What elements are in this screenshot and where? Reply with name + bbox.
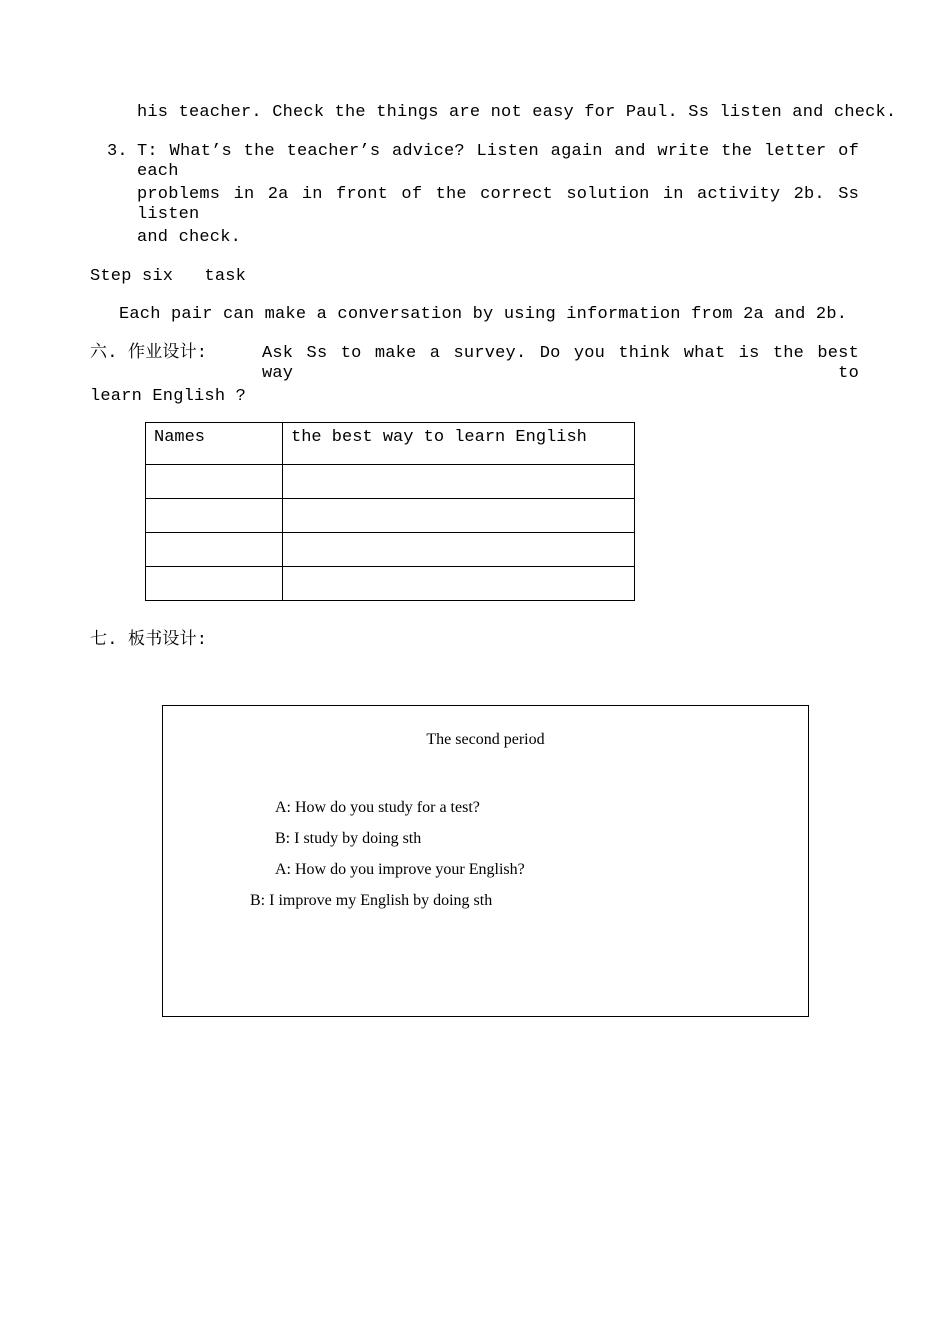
- procedure-item3-line3: and check.: [137, 228, 242, 247]
- table-cell: [283, 465, 635, 499]
- procedure-item3-line1: T: What’s the teacher’s advice? Listen again and write the letter of each: [137, 142, 859, 181]
- list-number: 3.: [107, 142, 128, 161]
- board-line: A: How do you improve your English?: [275, 861, 525, 878]
- table-cell: [283, 533, 635, 567]
- table-cell: [283, 499, 635, 533]
- table-row: [146, 533, 635, 567]
- board-line: A: How do you study for a test?: [275, 799, 480, 816]
- homework-text-line2: learn English ?: [90, 387, 247, 406]
- board-line: B: I improve my English by doing sth: [250, 892, 493, 909]
- board-title: The second period: [426, 731, 545, 748]
- board-box: [162, 705, 809, 1017]
- homework-heading: 六. 作业设计:: [90, 344, 208, 363]
- procedure-item3-line2: problems in 2a in front of the correct solution in activity 2b. Ss listen: [137, 185, 859, 224]
- board-line: B: I study by doing sth: [275, 830, 422, 847]
- table-header-row: [146, 423, 635, 465]
- board-design-heading: 七. 板书设计:: [90, 631, 208, 650]
- table-cell: [146, 533, 283, 567]
- homework-text-line1: Ask Ss to make a survey. Do you think what is the best way to: [262, 344, 859, 383]
- table-header-best-way: the best way to learn English: [283, 423, 635, 465]
- table-cell: [146, 465, 283, 499]
- table-cell: [283, 567, 635, 601]
- survey-table: [145, 422, 635, 601]
- procedure-line: his teacher. Check the things are not easy for Paul. Ss listen and check.: [137, 103, 897, 122]
- table-header-names: Names: [146, 423, 283, 465]
- table-row: [146, 567, 635, 601]
- step-six-heading: Step six task: [90, 267, 247, 286]
- table-cell: [146, 499, 283, 533]
- step-six-description: Each pair can make a conversation by using information from 2a and 2b.: [119, 305, 848, 324]
- table-row: [146, 465, 635, 499]
- table-row: [146, 499, 635, 533]
- table-cell: [146, 567, 283, 601]
